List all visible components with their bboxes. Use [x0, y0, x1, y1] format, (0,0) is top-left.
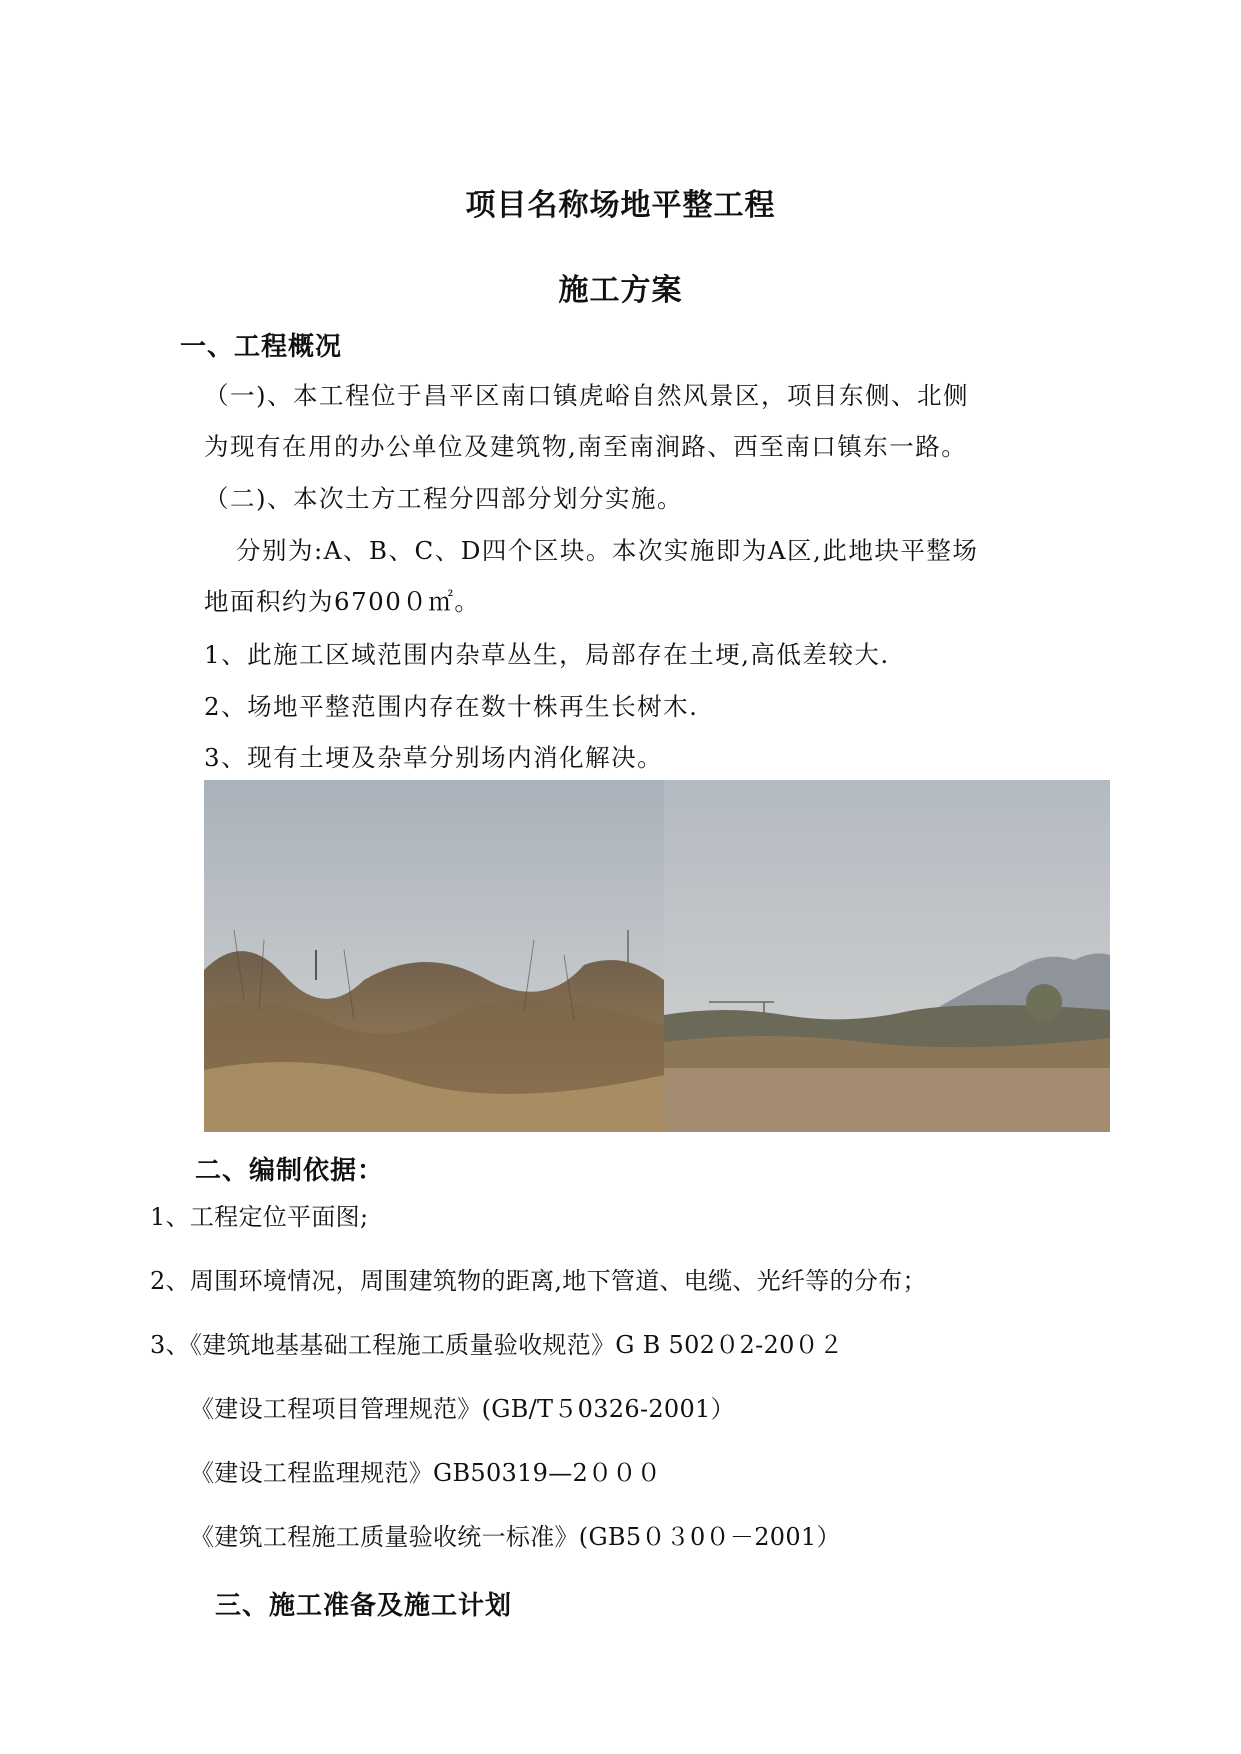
overview-line-1: （一)、本工程位于昌平区南口镇虎峪自然风景区，项目东侧、北侧 — [204, 381, 970, 410]
basis-line-2: 2、周围环境情况，周围建筑物的距离,地下管道、电缆、光纤等的分布； — [150, 1267, 927, 1295]
section-heading-basis: 二、编制依据： — [195, 1156, 385, 1186]
section-heading-overview: 一、工程概况 — [180, 332, 343, 362]
basis-line-3: 3、《建筑地基基础工程施工质量验收规范》G B 502０2-20０２ — [150, 1331, 844, 1359]
overview-line-6: 1、此施工区域范围内杂草丛生，局部存在土埂,高低差较大. — [204, 640, 890, 669]
overview-line-7: 2、场地平整范围内存在数十株再生长树木. — [204, 692, 699, 721]
basis-line-6: 《建筑工程施工质量验收统一标准》(GB5０３0０－2001） — [190, 1523, 841, 1551]
overview-line-4: 分别为:A、B、C、D四个区块。本次实施即为A区,此地块平整场 — [236, 536, 979, 565]
site-photo-right-image — [664, 780, 1110, 1132]
overview-line-3: （二)、本次土方工程分四部分划分实施。 — [204, 484, 684, 513]
basis-line-1: 1、工程定位平面图; — [150, 1203, 369, 1231]
document-title: 项目名称场地平整工程 — [465, 188, 776, 223]
section-heading-preparation: 三、施工准备及施工计划 — [215, 1591, 513, 1621]
basis-line-4: 《建设工程项目管理规范》(GB/T５0326-2001） — [190, 1395, 735, 1423]
overview-line-8: 3、现有土埂及杂草分别场内消化解决。 — [204, 743, 664, 772]
site-photo-left-image — [204, 780, 664, 1132]
site-photo-right — [664, 780, 1110, 1132]
overview-line-2: 为现有在用的办公单位及建筑物,南至南涧路、西至南口镇东一路。 — [204, 432, 968, 461]
basis-line-5: 《建设工程监理规范》GB50319—2０００ — [190, 1459, 662, 1487]
overview-line-5: 地面积约为6700０㎡。 — [204, 587, 481, 616]
document-subtitle: 施工方案 — [558, 273, 683, 308]
site-photo-left — [204, 780, 664, 1132]
